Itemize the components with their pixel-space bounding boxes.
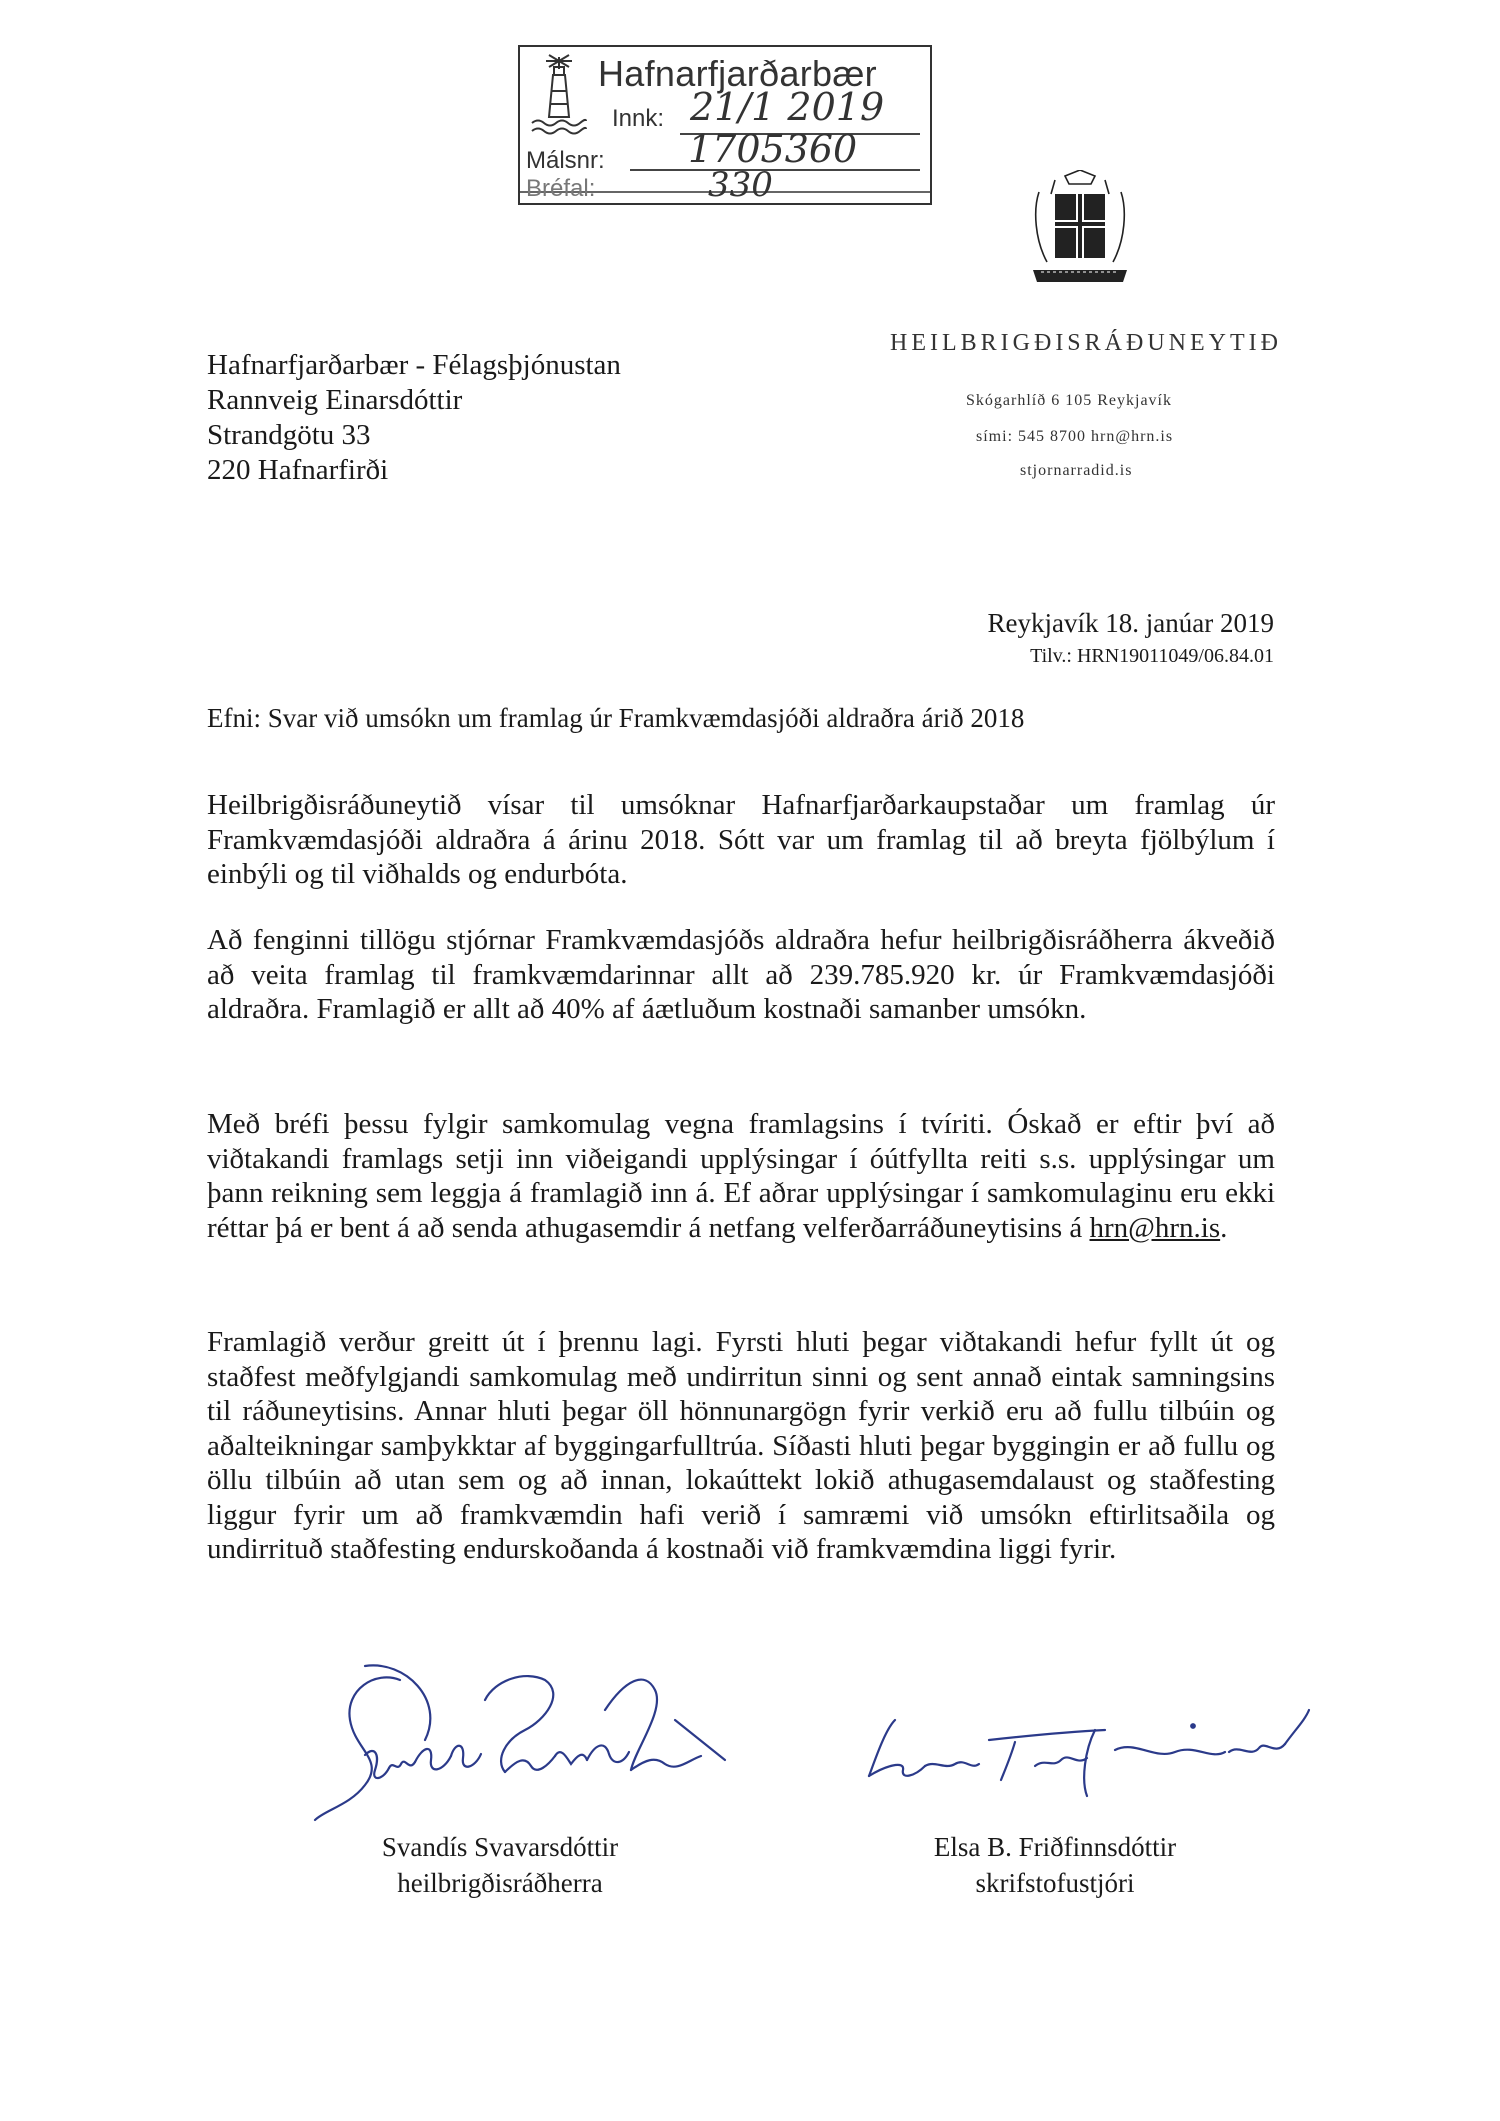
body-paragraph-3-text: Með bréfi þessu fylgir samkomulag vegna framlagsins í tvíriti. Óskað er eftir því að viðtakandi framlags setji inn viðeigandi upplýsingar í óútfyllta reiti s.s. upplýsingar um þann reikning sem leggja á framlagið inn á. Ef aðrar upplýsingar í samkomulaginu eru ekki réttar þá er bent á að senda athugasemdir á netfang velferðarráðuneytisins á [207,1108,1275,1244]
letter-reference: Tilv.: HRN19011049/06.84.01 [1030,645,1274,667]
ministry-website: stjornarradid.is [1020,462,1133,479]
body-paragraph-3-end: . [1220,1211,1228,1244]
ministry-address: Skógarhlíð 6 105 Reykjavík [966,392,1172,409]
signature-elsa [855,1700,1325,1800]
stamp-title: Hafnarfjarðarbær [598,53,877,94]
letter-date: Reykjavík 18. janúar 2019 [987,608,1274,638]
lighthouse-icon [528,51,590,141]
signature-svandis [305,1660,750,1830]
body-paragraph-1: Heilbrigðisráðuneytið vísar til umsóknar Hafnarfjarðarkaupstaðar um framlag úr Framkvæmdasjóði aldraðra á árinu 2018. Sótt var um framlag til að breyta fjölbýlum í einbýli og til viðhalds og endurbóta. [207,789,1275,890]
ministry-contact: sími: 545 8700 hrn@hrn.is [976,428,1174,445]
email-link[interactable]: hrn@hrn.is [1089,1211,1221,1244]
body-paragraph-4: Framlagið verður greitt út í þrennu lagi. Fyrsti hluti þegar viðtakandi hefur fyllt út og staðfest meðfylgjandi samkomulag með undirritun sinni og sent annað eintak samningsins til ráðuneytisins. Annar hluti þegar öll hönnunargögn fyrir verkið eru að fullu tilbúin og aðalteikningar samþykktar af byggingarfulltrúa. Síðasti hluti þegar byggingin er að fullu og öllu tilbúin að utan sem og að innan, lokaúttekt lokið athugasemdalaust og staðfesting liggur fyrir um að framkvæmdin hafi verið í samræmi við umsókn eftirlitsaðila og undirrituð staðfesting endurskoðanda á kostnaði við framkvæmdina liggi fyrir. [207,1326,1275,1565]
stamp-brefal-label: Bréfal: [526,175,596,202]
stamp-innk-value: 21/1 2019 [690,85,885,129]
recipient-line: Strandgötu 33 [207,419,371,451]
recipient-address [207,348,621,488]
signatory-2-title: skrifstofustjóri [975,1868,1135,1898]
stamp-malsnr-label: Málsnr: [526,147,605,174]
signatory-1-name: Svandís Svavarsdóttir [381,1832,619,1862]
recipient-line: Hafnarfjarðarbær - Félagsþjónustan [207,349,621,381]
signatory-2-name: Elsa B. Friðfinnsdóttir [933,1832,1177,1862]
stamp-malsnr-value: 1705360 [688,127,858,171]
coat-of-arms-icon [1025,170,1135,290]
signatory-1-title: heilbrigðisráðherra [397,1868,603,1898]
stamp-brefal-value: 330 [708,165,773,205]
body-paragraph-2: Að fenginni tillögu stjórnar Framkvæmdasjóðs aldraðra hefur heilbrigðisráðherra ákveðið að veita framlag til framkvæmdarinnar allt að 239.785.920 kr. úr Framkvæmdasjóði aldraðra. Framlagið er allt að 40% af áætluðum kostnaði samanber umsókn. [207,924,1275,1025]
received-stamp [518,45,932,205]
ministry-name: HEILBRIGÐISRÁÐUNEYTIÐ [890,330,1282,356]
body-paragraph-3 [207,1107,1275,1245]
recipient-line: 220 Hafnarfirði [207,454,389,486]
letter-subject: Efni: Svar við umsókn um framlag úr Framkvæmdasjóði aldraðra árið 2018 [207,703,1025,733]
recipient-line: Rannveig Einarsdóttir [207,384,463,416]
stamp-innk-label: Innk: [612,105,665,132]
